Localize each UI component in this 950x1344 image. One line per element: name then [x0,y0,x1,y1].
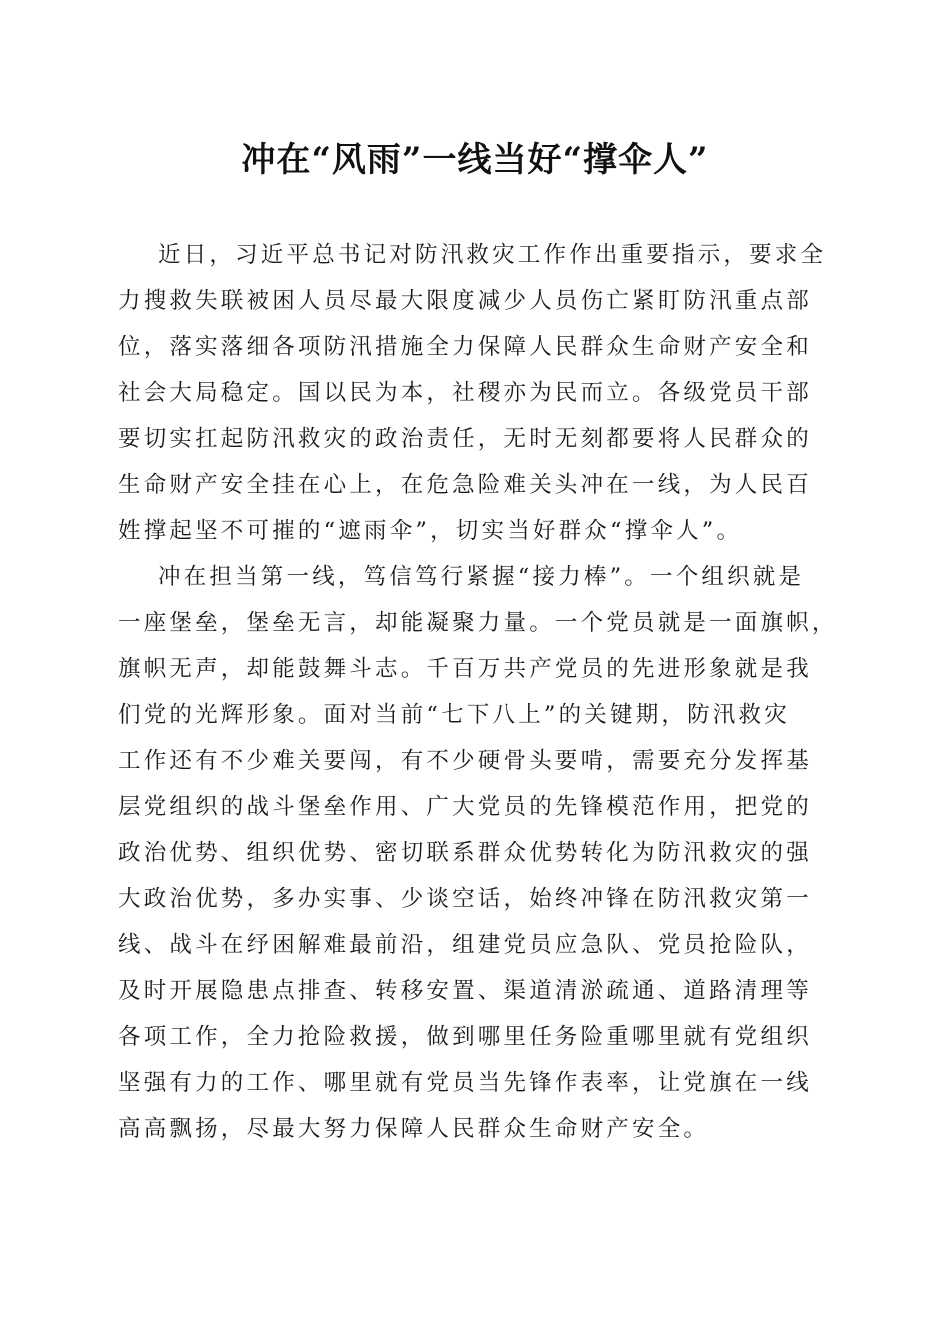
paragraph-line: 工作还有不少难关要闯，有不少硬骨头要啃，需要充分发挥基 [118,748,812,774]
paragraph-line: 高高飘扬，尽最大努力保障人民群众生命财产安全。 [118,1116,710,1142]
paragraph-line: 生命财产安全挂在心上，在危急险难关头冲在一线，为人民百 [118,472,812,498]
paragraph-line: 姓撑起坚不可摧的“遮雨伞”，切实当好群众“撑伞人”。 [118,518,743,544]
paragraph-2 [118,554,838,1152]
paragraph-line: 位，落实落细各项防汛措施全力保障人民群众生命财产安全和 [118,334,812,360]
paragraph-line: 社会大局稳定。国以民为本，社稷亦为民而立。各级党员干部 [118,380,812,406]
paragraph-line: 要切实扛起防汛救灾的政治责任，无时无刻都要将人民群众的 [118,426,812,452]
paragraph-line: 及时开展隐患点排查、转移安置、渠道清淤疏通、道路清理等 [118,978,812,1004]
paragraph-line: 政治优势、组织优势、密切联系群众优势转化为防汛救灾的强 [118,840,812,866]
page-title: 冲在“风雨”一线当好“撑伞人” [241,140,709,180]
paragraph-line: 冲在担当第一线，笃信笃行紧握“接力棒”。一个组织就是 [158,564,805,590]
paragraph-line: 旗帜无声，却能鼓舞斗志。千百万共产党员的先进形象就是我 [118,656,812,682]
paragraph-line: 坚强有力的工作、哪里就有党员当先锋作表率，让党旗在一线 [118,1070,812,1096]
paragraph-line: 力搜救失联被困人员尽最大限度减少人员伤亡紧盯防汛重点部 [118,288,812,314]
paragraph-1 [118,232,828,554]
paragraph-line: 大政治优势，多办实事、少谈空话，始终冲锋在防汛救灾第一 [118,886,812,912]
paragraph-line: 近日，习近平总书记对防汛救灾工作作出重要指示，要求全 [158,242,827,268]
paragraph-line: 一座堡垒，堡垒无言，却能凝聚力量。一个党员就是一面旗帜， [118,610,838,636]
paragraph-line: 线、战斗在纾困解难最前沿，组建党员应急队、党员抢险队， [118,932,812,958]
paragraph-line: 各项工作，全力抢险救援，做到哪里任务险重哪里就有党组织 [118,1024,812,1050]
document-body [118,232,838,1152]
paragraph-line: 层党组织的战斗堡垒作用、广大党员的先锋模范作用，把党的 [118,794,812,820]
paragraph-line: 们党的光辉形象。面对当前“七下八上”的关键期，防汛救灾 [118,702,790,728]
